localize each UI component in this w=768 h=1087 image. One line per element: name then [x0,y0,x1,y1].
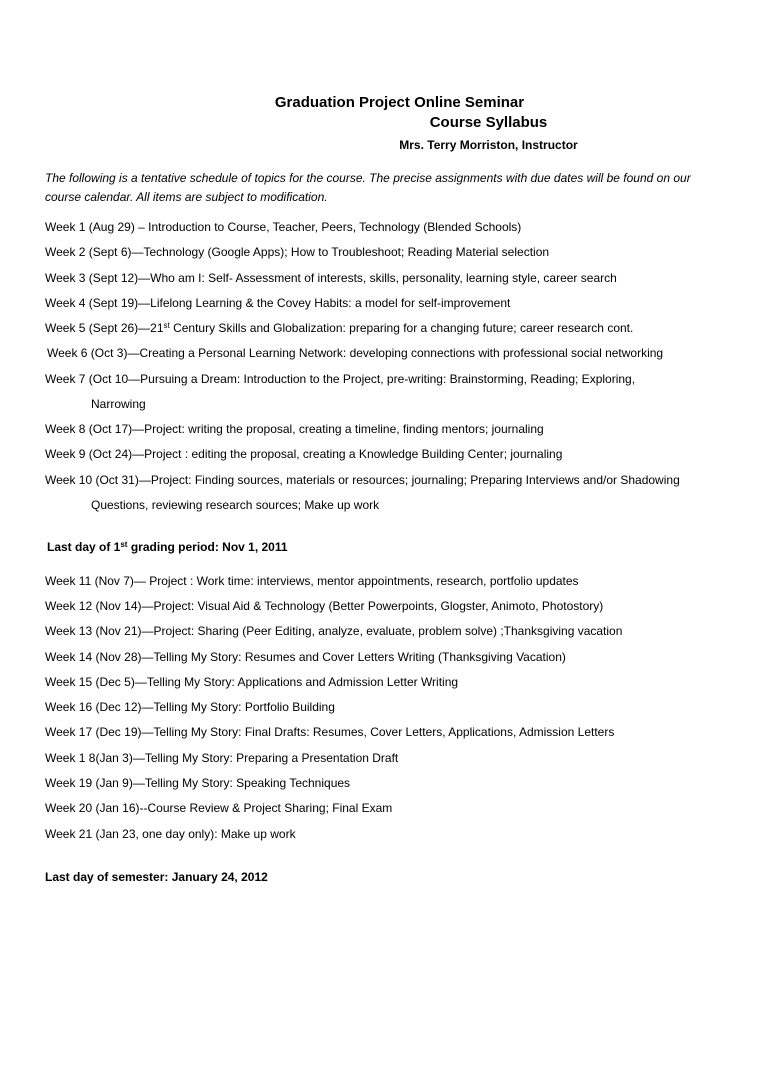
week-item [45,471,732,514]
week-item: Week 21 (Jan 23, one day only): Make up work [45,826,296,841]
document-title: Graduation Project Online Seminar [274,94,525,111]
week-item [45,370,732,413]
semester-end-milestone: Last day of semester: January 24, 2012 [45,869,268,884]
week-item [45,319,732,337]
week-text: Century Skills and Globalization: preparing for a changing future; career research cont. [169,321,634,336]
document-header [45,92,732,154]
week-continuation: Narrowing [91,396,146,411]
week-item: Week 12 (Nov 14)—Project: Visual Aid & Technology (Better Powerpoints, Glogster, Animoto, Photostory) [45,598,604,613]
week-text: Week 5 (Sept 26)—21 [45,321,164,336]
document-subtitle: Course Syllabus [429,114,548,131]
week-item: Week 17 (Dec 19)—Telling My Story: Final Drafts: Resumes, Cover Letters, Applications, Admission Letters [45,725,615,740]
intro-paragraph: The following is a tentative schedule of topics for the course. The precise assignments with due dates will be found on our course calendar. All items are subject to modification. [45,171,691,204]
week-continuation: Questions, reviewing research sources; Make up work [91,497,380,512]
week-item: Week 13 (Nov 21)—Project: Sharing (Peer Editing, analyze, evaluate, problem solve) ;Thanksgiving vacation [45,624,623,639]
instructor-name: Mrs. Terry Morriston, Instructor [399,138,578,152]
milestone-text: grading period: Nov 1, 2011 [127,539,288,554]
week-item: Week 1 8(Jan 3)—Telling My Story: Preparing a Presentation Draft [45,750,399,765]
week-text: Week 7 (Oct 10—Pursuing a Dream: Introduction to the Project, pre-writing: Brainstorming, Reading; Exploring, [45,371,636,386]
week-text: Week 10 (Oct 31)—Project: Finding sources, materials or resources; journaling; Preparing Interviews and/or Shadowing [45,472,680,487]
week-item: Week 20 (Jan 16)--Course Review & Project Sharing; Final Exam [45,801,393,816]
week-item: Week 16 (Dec 12)—Telling My Story: Portfolio Building [45,700,335,715]
week-item: Week 3 (Sept 12)—Who am I: Self- Assessment of interests, skills, personality, learning style, career search [45,270,617,285]
ordinal-suffix: st [120,539,128,549]
week-list-second-period [45,572,732,843]
milestone-text: Last day of 1 [47,539,121,554]
grading-period-milestone [47,538,732,556]
week-item: Week 11 (Nov 7)— Project : Work time: interviews, mentor appointments, research, portfolio updates [45,573,579,588]
week-item: Week 19 (Jan 9)—Telling My Story: Speaking Techniques [45,776,351,791]
week-item: Week 1 (Aug 29) – Introduction to Course, Teacher, Peers, Technology (Blended Schools) [45,220,522,234]
week-item: Week 8 (Oct 17)—Project: writing the proposal, creating a timeline, finding mentors; journaling [45,422,544,437]
week-item: Week 4 (Sept 19)—Lifelong Learning & the Covey Habits: a model for self-improvement [45,295,511,310]
week-item: Week 6 (Oct 3)—Creating a Personal Learning Network: developing connections with professional social networking [47,346,664,361]
week-list-first-period [45,218,732,514]
week-item: Week 9 (Oct 24)—Project : editing the proposal, creating a Knowledge Building Center; journaling [45,447,563,462]
week-item: Week 14 (Nov 28)—Telling My Story: Resumes and Cover Letters Writing (Thanksgiving Vacation) [45,649,566,664]
week-item: Week 2 (Sept 6)—Technology (Google Apps); How to Troubleshoot; Reading Material selection [45,245,550,260]
ordinal-suffix: st [163,321,170,331]
week-item: Week 15 (Dec 5)—Telling My Story: Applications and Admission Letter Writing [45,674,459,689]
